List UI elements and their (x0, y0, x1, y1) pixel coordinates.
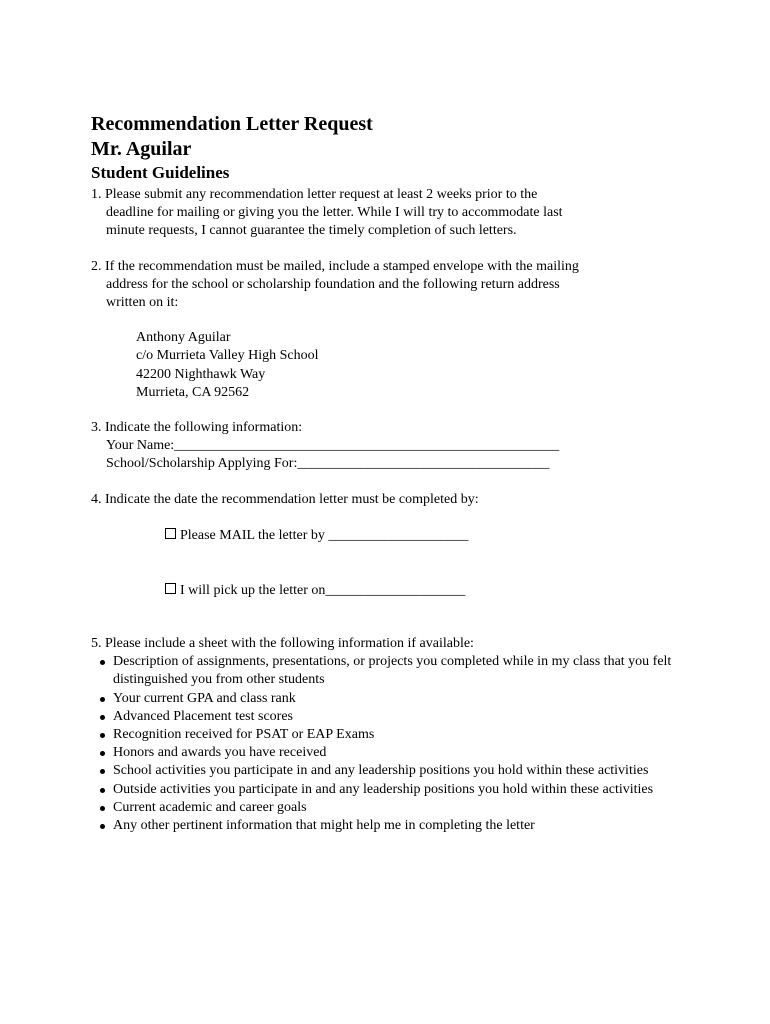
guideline-2-line-3: written on it: (106, 295, 179, 311)
bullet-icon (100, 751, 105, 756)
guideline-1-line-2: deadline for mailing or giving you the letter. While I will try to accommodate last (106, 205, 563, 221)
document-title: Recommendation Letter Request (91, 113, 373, 135)
document-page (91, 112, 691, 852)
guideline-1-line-1: 1. Please submit any recommendation letter request at least 2 weeks prior to the (91, 187, 538, 202)
guideline-4-intro: 4. Indicate the date the recommendation letter must be completed by: (91, 491, 479, 507)
mail-option-label: Please MAIL the letter by ____________________ (180, 528, 469, 544)
bullet-icon (100, 806, 105, 811)
your-name-field[interactable]: Your Name:_______________________________________________________ (106, 438, 560, 454)
list-item: School activities you participate in and any leadership positions you hold within these activities (91, 762, 691, 780)
info-bullet-list (91, 653, 691, 835)
pickup-checkbox[interactable] (165, 583, 176, 594)
list-item: Description of assignments, presentations, or projects you completed while in my class that you felt distinguished you from other students (91, 653, 691, 689)
list-item: Outside activities you participate in and any leadership positions you hold within these activities (91, 781, 691, 799)
mail-checkbox[interactable] (165, 528, 176, 539)
list-item: Your current GPA and class rank (91, 690, 691, 708)
guideline-item-5 (91, 635, 691, 835)
bullet-icon (100, 697, 105, 702)
return-address (91, 329, 691, 402)
list-item: Recognition received for PSAT or EAP Exams (91, 726, 691, 744)
section-title: Student Guidelines (91, 163, 230, 182)
pickup-option-label: I will pick up the letter on____________________ (180, 582, 466, 598)
guideline-5-intro: 5. Please include a sheet with the following information if available: (91, 636, 474, 652)
bullet-icon (100, 788, 105, 793)
guideline-item-2 (91, 258, 691, 402)
address-line-3: Murrieta, CA 92562 (136, 384, 250, 400)
guideline-item-4 (91, 491, 691, 618)
teacher-name: Mr. Aguilar (91, 138, 192, 160)
address-name: Anthony Aguilar (136, 330, 231, 346)
pickup-option[interactable] (91, 563, 691, 618)
bullet-icon (100, 824, 105, 829)
guideline-item-1 (91, 186, 691, 241)
guideline-1-line-3: minute requests, I cannot guarantee the timely completion of such letters. (106, 223, 517, 239)
school-scholarship-field[interactable]: School/Scholarship Applying For:____________________________________ (106, 456, 550, 472)
guideline-item-3 (91, 419, 691, 474)
list-item: Any other pertinent information that might help me in completing the letter (91, 817, 691, 835)
list-item: Advanced Placement test scores (91, 708, 691, 726)
bullet-icon (100, 769, 105, 774)
list-item: Current academic and career goals (91, 799, 691, 817)
list-item: Honors and awards you have received (91, 744, 691, 762)
mail-option[interactable] (91, 509, 691, 564)
bullet-icon (100, 715, 105, 720)
bullet-icon (100, 733, 105, 738)
address-line-2: 42200 Nighthawk Way (136, 366, 266, 382)
guideline-3-intro: 3. Indicate the following information: (91, 420, 303, 436)
address-line-1: c/o Murrieta Valley High School (136, 348, 319, 364)
bullet-icon (100, 660, 105, 665)
guideline-2-line-1: 2. If the recommendation must be mailed, include a stamped envelope with the mailing (91, 258, 579, 274)
guideline-2-line-2: address for the school or scholarship foundation and the following return address (106, 276, 560, 292)
